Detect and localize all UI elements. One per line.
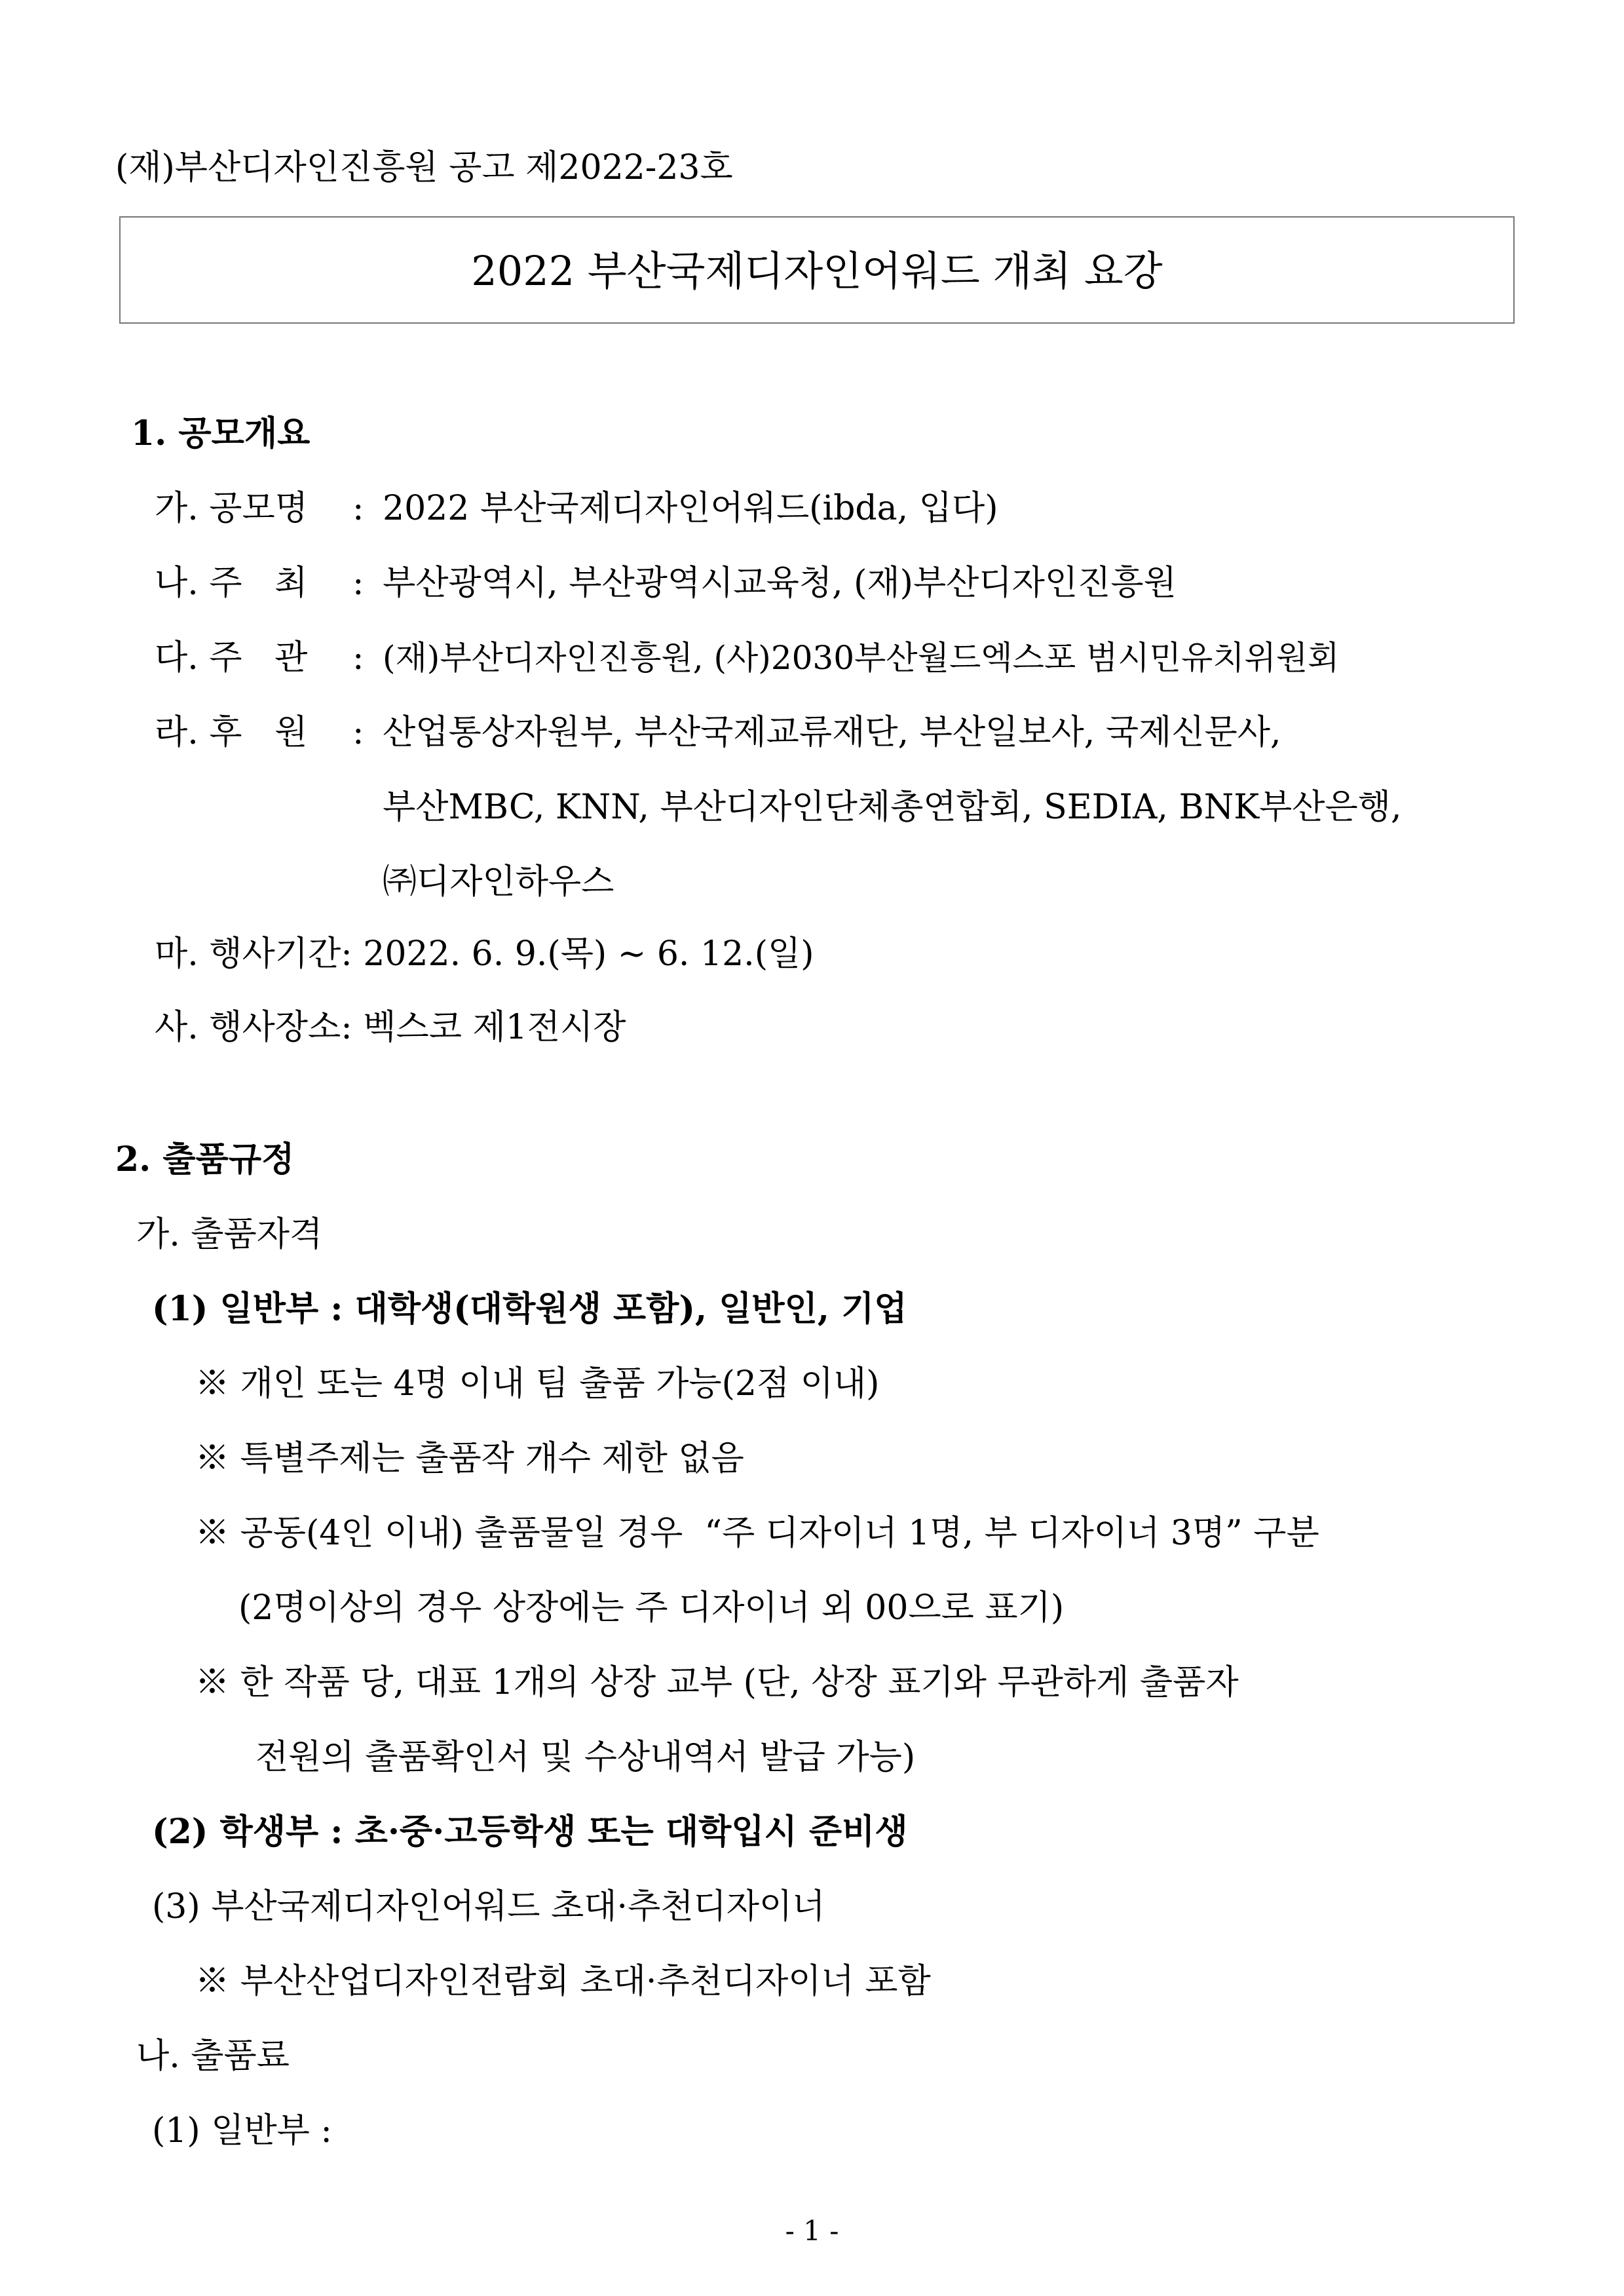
eligibility-note-joint: ※ 공동(4인 이내) 출품물일 경우 “주 디자이너 1명, 부 디자이너 3명” 구분 bbox=[195, 1514, 1319, 1553]
item-sep-host: : bbox=[352, 564, 364, 603]
fee-general: (1) 일반부 : bbox=[152, 2111, 332, 2151]
eligibility-invited: (3) 부산국제디자인어워드 초대·추천디자이너 bbox=[152, 1887, 825, 1926]
item-value-sponsor: 산업통상자원부, 부산국제교류재단, 부산일보사, 국제신문사, bbox=[383, 713, 1281, 752]
event-period: 마. 행사기간: 2022. 6. 9.(목) ~ 6. 12.(일) bbox=[155, 934, 814, 974]
sponsor-continued-2: ㈜디자인하우스 bbox=[383, 862, 614, 902]
item-label-name: 가. 공모명 bbox=[155, 489, 308, 528]
item-label-organizer: 다. 주 관 bbox=[155, 638, 308, 678]
section1-heading: 1. 공모개요 bbox=[131, 413, 311, 453]
item-value-host: 부산광역시, 부산광역시교육청, (재)부산디자인진흥원 bbox=[383, 564, 1177, 603]
item-value-name: 2022 부산국제디자인어워드(ibda, 입다) bbox=[383, 489, 998, 528]
eligibility-note-certificate: ※ 한 작품 당, 대표 1개의 상장 교부 (단, 상장 표기와 무관하게 출품자 bbox=[195, 1663, 1239, 1702]
title-box bbox=[119, 216, 1515, 324]
eligibility-note-joint-continued: (2명이상의 경우 상장에는 주 디자이너 외 00으로 표기) bbox=[238, 1588, 1065, 1628]
item-sep-organizer: : bbox=[352, 638, 364, 678]
notice-number: (재)부산디자인진흥원 공고 제2022-23호 bbox=[115, 148, 733, 187]
eligibility-invited-note: ※ 부산산업디자인전람회 초대·추천디자이너 포함 bbox=[195, 1962, 931, 2001]
eligibility-note-team: ※ 개인 또는 4명 이내 팀 출품 가능(2점 이내) bbox=[195, 1364, 880, 1404]
eligibility-note-certificate-continued: 전원의 출품확인서 및 수상내역서 발급 가능) bbox=[255, 1738, 916, 1777]
eligibility-student: (2) 학생부 : 초·중·고등학생 또는 대학입시 준비생 bbox=[152, 1812, 908, 1852]
document-title: 2022 부산국제디자인어워드 개최 요강 bbox=[471, 247, 1163, 295]
eligibility-note-special-theme: ※ 특별주제는 출품작 개수 제한 없음 bbox=[195, 1439, 744, 1478]
eligibility-heading: 가. 출품자격 bbox=[136, 1215, 323, 1254]
fee-heading: 나. 출품료 bbox=[136, 2037, 290, 2076]
item-value-organizer: (재)부산디자인진흥원, (사)2030부산월드엑스포 범시민유치위원회 bbox=[383, 639, 1340, 677]
item-label-sponsor: 라. 후 원 bbox=[155, 713, 308, 752]
section2-heading: 2. 출품규정 bbox=[115, 1139, 295, 1179]
item-sep-sponsor: : bbox=[352, 713, 364, 752]
item-label-host: 나. 주 최 bbox=[155, 564, 308, 603]
item-sep-name: : bbox=[352, 489, 364, 528]
event-venue: 사. 행사장소: 벡스코 제1전시장 bbox=[155, 1008, 626, 1047]
eligibility-general: (1) 일반부 : 대학생(대학원생 포함), 일반인, 기업 bbox=[152, 1289, 907, 1329]
sponsor-continued-1: 부산MBC, KNN, 부산디자인단체총연합회, SEDIA, BNK부산은행, bbox=[383, 788, 1402, 827]
page-number: - 1 - bbox=[785, 2215, 839, 2247]
